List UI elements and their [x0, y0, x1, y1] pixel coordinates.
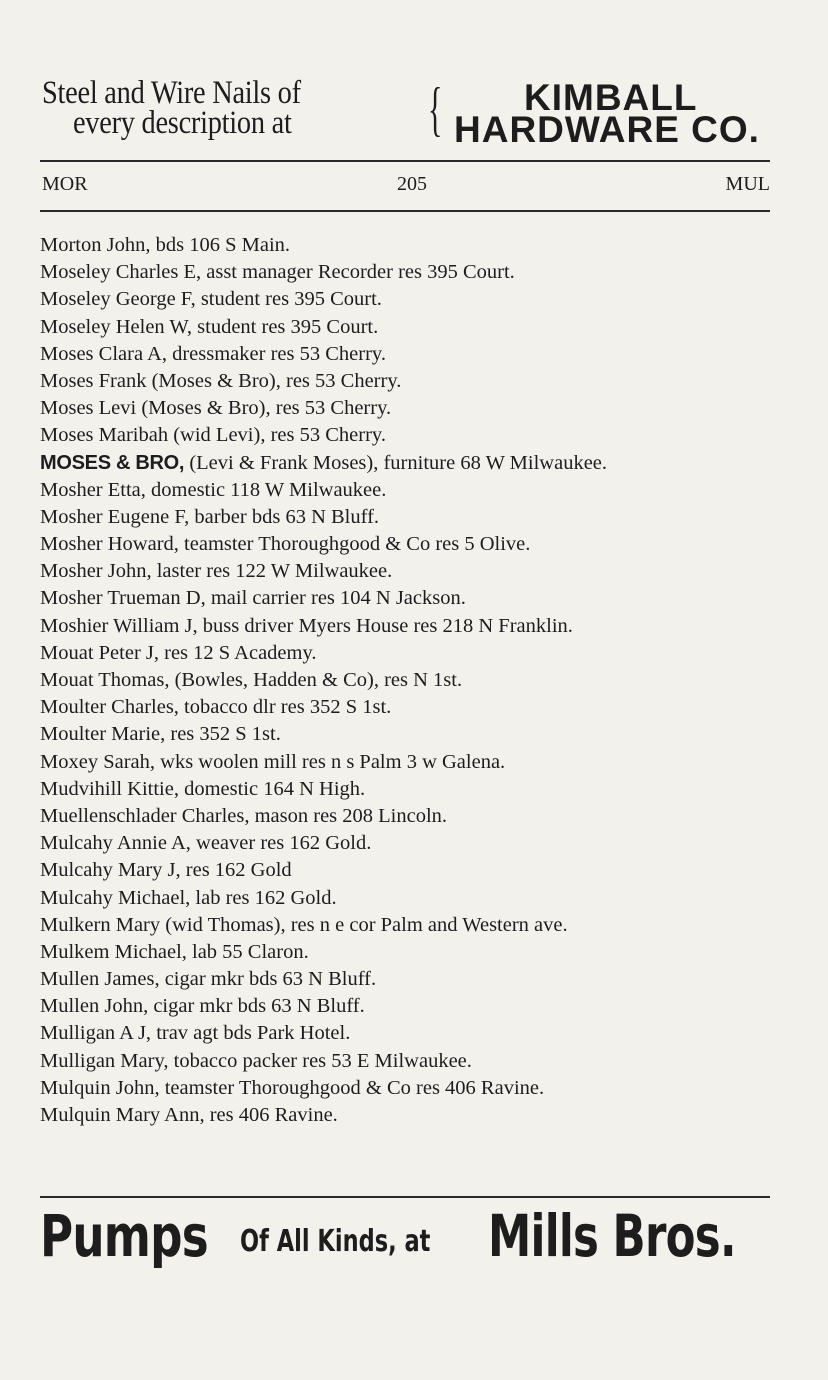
- entry-details: laster res 122 W Milwaukee.: [151, 560, 393, 583]
- entry-name: Moulter Marie,: [40, 723, 166, 746]
- directory-entry: [40, 232, 780, 259]
- entry-name: Moxey Sarah,: [40, 750, 156, 773]
- directory-entry: [40, 857, 780, 884]
- directory-entry: [40, 1075, 780, 1102]
- page-number: 205: [397, 173, 427, 195]
- entry-name: Morton John,: [40, 234, 151, 256]
- entry-name: Mulligan Mary,: [40, 1049, 169, 1072]
- ad-brace: {: [428, 76, 443, 142]
- directory-entry: [40, 314, 780, 341]
- directory-entry: [40, 721, 780, 748]
- entry-name: Moseley Helen W,: [40, 315, 193, 338]
- entry-name: Muellenschlader Charles,: [40, 804, 250, 827]
- entry-details: teamster Thoroughgood & Co res 5 Olive.: [178, 533, 531, 556]
- top-rule: [40, 160, 770, 162]
- directory-entry: [40, 613, 780, 640]
- entry-details: wks woolen mill res n s Palm 3 w Galena.: [155, 750, 506, 773]
- entry-name: Moseley George F,: [40, 288, 196, 311]
- ad-kinds: Of All Kinds, at: [240, 1224, 431, 1259]
- footer-advertisement: [40, 1204, 770, 1274]
- entry-name: Mudvihill Kittie,: [40, 777, 179, 800]
- entry-name: Moses Levi: [40, 397, 137, 420]
- directory-entry: [40, 286, 780, 313]
- directory-entry: [40, 640, 780, 667]
- entry-name: MOSES & BRO,: [40, 451, 185, 474]
- entry-details: student res 395 Court.: [195, 288, 382, 311]
- ad-pumps: Pumps: [40, 1202, 208, 1270]
- entry-details: trav agt bds Park Hotel.: [151, 1022, 351, 1045]
- directory-entry: [40, 422, 780, 449]
- directory-entry: [40, 776, 780, 803]
- bottom-rule: [40, 1196, 770, 1198]
- directory-entry: [40, 531, 780, 558]
- entry-name: Mosher John,: [40, 560, 152, 583]
- entry-details: cigar mkr bds 63 N Bluff.: [159, 968, 377, 991]
- entry-name: Mosher Eugene F,: [40, 505, 190, 528]
- entry-name: Mulkem Michael,: [40, 940, 187, 963]
- directory-entry: [40, 966, 780, 993]
- directory-entry: [40, 585, 780, 612]
- directory-listing: [40, 232, 780, 1129]
- entry-name: Moulter Charles,: [40, 696, 179, 719]
- directory-entry: [40, 830, 780, 857]
- directory-entry: [40, 749, 780, 776]
- entry-name: Moses Clara A,: [40, 342, 167, 365]
- head-rule: [40, 210, 770, 212]
- running-head-left: MOR: [42, 173, 88, 195]
- entry-name: Moses Maribah: [40, 424, 169, 447]
- entry-name: Mulcahy Michael,: [40, 886, 191, 909]
- ad-brand-line-1: KIMBALL: [524, 77, 698, 118]
- ad-slogan: [42, 75, 301, 141]
- entry-details: (Moses & Bro), res 53 Cherry.: [146, 369, 402, 392]
- directory-entry: [40, 885, 780, 912]
- entry-name: Mouat Thomas,: [40, 669, 170, 691]
- directory-entry: [40, 939, 780, 966]
- running-head-right: MUL: [725, 173, 770, 195]
- entry-details: asst manager Recorder res 395 Court.: [201, 261, 515, 284]
- directory-entry: [40, 558, 780, 585]
- entry-name: Mullen James,: [40, 968, 160, 991]
- entry-details: res 12 S Academy.: [159, 641, 317, 664]
- entry-details: mason res 208 Lincoln.: [249, 804, 448, 827]
- ad-brand: [454, 77, 760, 150]
- entry-details: res 406 Ravine.: [204, 1104, 338, 1126]
- ad-slogan-line-2: every description at: [72, 105, 292, 141]
- entry-name: Mosher Howard,: [40, 533, 179, 556]
- directory-entry: [40, 694, 780, 721]
- header-advertisement: [42, 75, 772, 150]
- entry-details: (wid Levi), res 53 Cherry.: [168, 424, 386, 447]
- directory-entry: [40, 368, 780, 395]
- entry-details: dressmaker res 53 Cherry.: [166, 342, 386, 365]
- entry-name: Mulquin Mary Ann,: [40, 1104, 205, 1126]
- entry-details: lab 55 Claron.: [186, 940, 309, 963]
- entry-name: Mullen John,: [40, 995, 149, 1018]
- entry-details: (Moses & Bro), res 53 Cherry.: [136, 397, 392, 420]
- entry-name: Mosher Trueman D,: [40, 587, 206, 610]
- directory-entry: [40, 341, 780, 368]
- entry-details: weaver res 162 Gold.: [190, 832, 372, 855]
- entry-details: tobacco packer res 53 E Milwaukee.: [168, 1049, 472, 1072]
- entry-name: Mulcahy Annie A,: [40, 832, 191, 855]
- entry-details: teamster Thoroughgood & Co res 406 Ravine.: [159, 1076, 545, 1099]
- directory-entry: [40, 1020, 780, 1047]
- running-head: [42, 172, 770, 196]
- directory-entry: [40, 395, 780, 422]
- directory-entry: [40, 1102, 780, 1129]
- entry-details: bds 106 S Main.: [150, 234, 291, 256]
- entry-details: (wid Thomas), res n e cor Palm and Western ave.: [160, 913, 568, 936]
- directory-entry: [40, 667, 780, 694]
- directory-entry: [40, 803, 780, 830]
- entry-details: cigar mkr bds 63 N Bluff.: [148, 995, 365, 1018]
- entry-name: Mosher Etta,: [40, 478, 146, 501]
- entry-details: mail carrier res 104 N Jackson.: [205, 587, 466, 610]
- entry-details: lab res 162 Gold.: [190, 886, 337, 909]
- entry-details: (Levi & Frank Moses), furniture 68 W Milwaukee.: [184, 451, 608, 474]
- entry-details: res 352 S 1st.: [165, 723, 281, 746]
- entry-details: barber bds 63 N Bluff.: [189, 505, 380, 528]
- entry-name: Moses Frank: [40, 369, 147, 392]
- directory-entry: [40, 912, 780, 939]
- entry-name: Moshier William J,: [40, 614, 198, 637]
- directory-entry: [40, 477, 780, 504]
- directory-entry: [40, 1048, 780, 1075]
- entry-name: Mulcahy Mary J,: [40, 859, 181, 882]
- entry-details: domestic 118 W Milwaukee.: [145, 478, 387, 501]
- entry-details: res 162 Gold: [180, 859, 292, 882]
- entry-details: buss driver Myers House res 218 N Franklin.: [197, 614, 573, 637]
- directory-entry: [40, 993, 780, 1020]
- entry-name: Mulquin John,: [40, 1076, 160, 1099]
- directory-entry: [40, 259, 780, 286]
- entry-name: Moseley Charles E,: [40, 261, 202, 284]
- entry-name: Mulkern Mary: [40, 913, 161, 936]
- ad-slogan-line-1: Steel and Wire Nails of: [42, 75, 301, 111]
- ad-mills-bros: Mills Bros.: [488, 1202, 736, 1270]
- entry-details: student res 395 Court.: [192, 315, 379, 338]
- entry-details: (Bowles, Hadden & Co), res N 1st.: [169, 669, 463, 691]
- entry-details: tobacco dlr res 352 S 1st.: [178, 696, 392, 719]
- entry-details: domestic 164 N High.: [178, 777, 366, 800]
- directory-entry: [40, 450, 780, 477]
- entry-name: Mouat Peter J,: [40, 641, 159, 664]
- directory-entry: [40, 504, 780, 531]
- entry-name: Mulligan A J,: [40, 1022, 152, 1045]
- ad-brand-line-2: HARDWARE CO.: [454, 109, 760, 150]
